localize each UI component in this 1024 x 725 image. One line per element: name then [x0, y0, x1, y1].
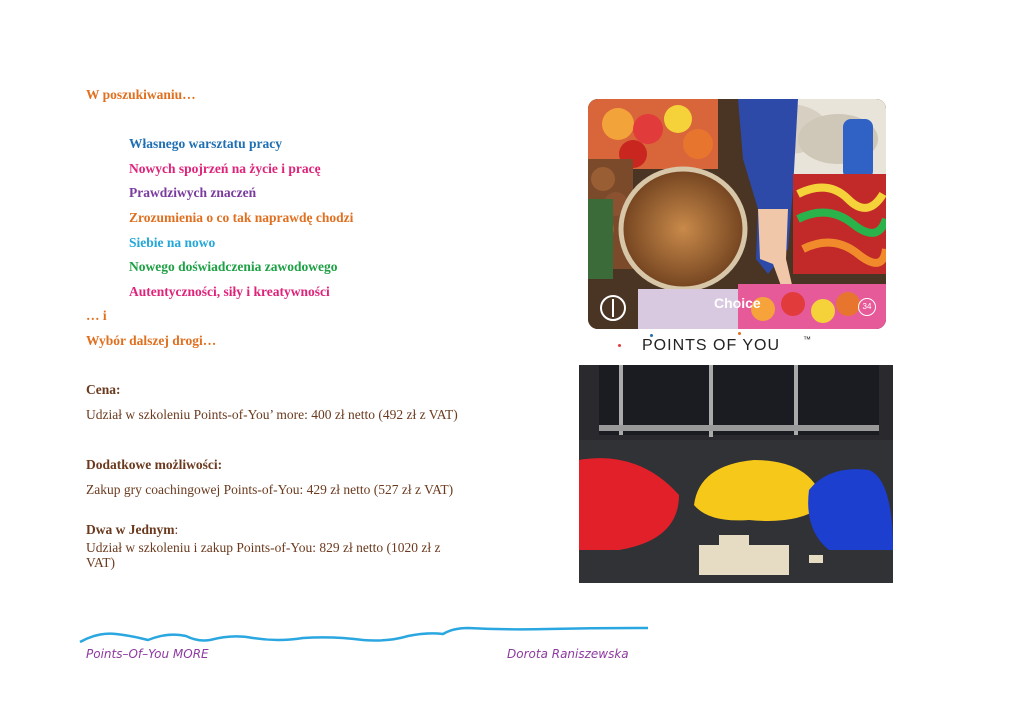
extras-text: Zakup gry coachingowej Points-of-You: 429 zł netto (527 zł z VAT)	[86, 482, 454, 497]
bundle-text: Udział w szkoleniu i zakup Points-of-You: 829 zł netto (1020 zł z VAT)	[86, 540, 441, 570]
footer-right: Dorota Raniszewska	[507, 647, 629, 661]
bean-bags-photo	[579, 365, 893, 583]
list-item-workshop: Własnego warsztatu pracy	[129, 136, 282, 151]
choice-line: Wybór dalszej drogi…	[86, 333, 217, 348]
list-item-new-views: Nowych spojrzeń na życie i pracę	[129, 161, 321, 176]
logo-text: POINTS OF YOU	[642, 337, 781, 354]
choice-card-photo	[588, 99, 886, 329]
logo-dot-icon	[738, 332, 741, 335]
list-item-meanings: Prawdziwych znaczeń	[129, 185, 257, 200]
card-label: Choice	[714, 295, 761, 311]
bundle-colon: :	[174, 522, 179, 537]
list-item-experience: Nowego doświadczenia zawodowego	[129, 259, 338, 274]
and-line: … i	[86, 308, 107, 323]
logo-trademark: ™	[803, 335, 811, 344]
logo-dot-icon	[618, 344, 621, 347]
points-of-you-logo	[618, 332, 848, 358]
card-number: 34	[858, 298, 876, 316]
bean-bags-illustration	[579, 365, 893, 583]
intro-heading: W poszukiwaniu…	[86, 87, 196, 102]
footer-wave-line	[78, 620, 650, 646]
price-text: Udział w szkoleniu Points-of-You’ more: 400 zł netto (492 zł z VAT)	[86, 407, 458, 422]
list-item-understanding: Zrozumienia o co tak naprawdę chodzi	[129, 210, 354, 225]
bundle-heading: Dwa w Jednym	[86, 522, 175, 537]
circle-line-icon	[600, 295, 626, 321]
footer-left: Points–Of–You MORE	[86, 647, 209, 661]
list-item-authenticity: Autentyczności, siły i kreatywności	[129, 284, 330, 299]
extras-heading: Dodatkowe możliwości:	[86, 457, 223, 472]
list-item-self: Siebie na nowo	[129, 235, 216, 250]
price-heading: Cena:	[86, 382, 121, 397]
bundle-heading-line	[86, 521, 178, 539]
